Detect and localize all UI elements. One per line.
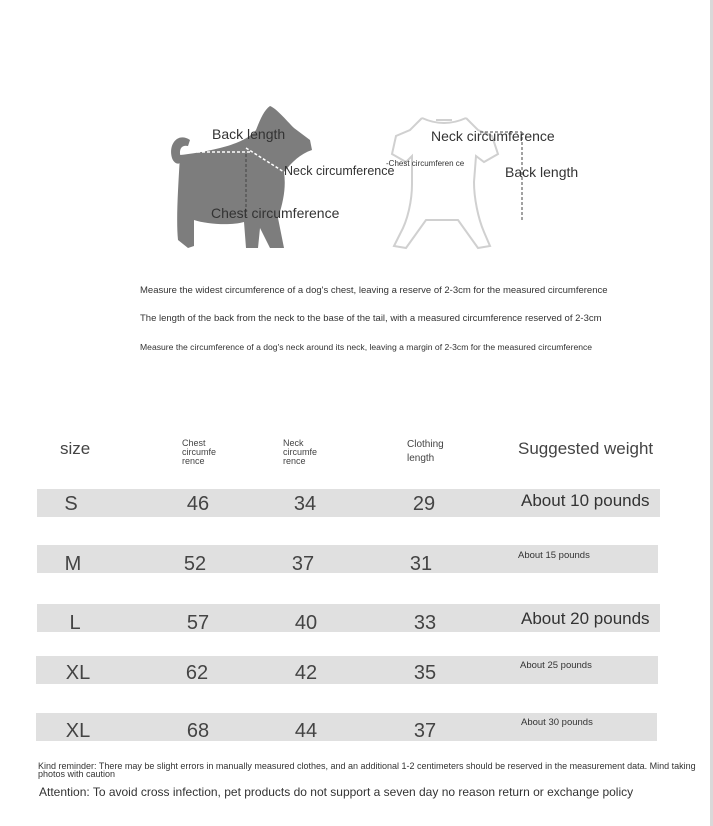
header-size: size bbox=[60, 439, 91, 458]
cell-chest: 52 bbox=[183, 553, 207, 575]
dog-and-garment-illustration bbox=[160, 100, 600, 260]
instruction-chest: Measure the widest circumference of a dog's chest, leaving a reserve of 2-3cm for the measured circumference bbox=[140, 285, 608, 296]
garment-chest-circumference-label: -Chest circumferen ce bbox=[386, 159, 465, 168]
header-suggested-weight: Suggested weight bbox=[518, 439, 654, 458]
table-row bbox=[36, 656, 658, 684]
garment-neck-circumference-label: Neck circumference bbox=[431, 128, 555, 144]
cell-weight: About 15 pounds bbox=[518, 550, 590, 561]
attention-note: Attention: To avoid cross infection, pet products do not support a seven day no reason return or exchange policy bbox=[39, 785, 634, 799]
cell-weight: About 20 pounds bbox=[521, 609, 650, 628]
garment-back-length-label: Back length bbox=[505, 164, 579, 180]
cell-neck: 34 bbox=[293, 493, 317, 515]
cell-chest: 57 bbox=[186, 612, 210, 634]
cell-chest: 68 bbox=[186, 720, 210, 742]
cell-neck: 42 bbox=[294, 662, 318, 684]
instruction-back: The length of the back from the neck to the base of the tail, with a measured circumference reserved of 2-3cm bbox=[140, 313, 602, 324]
dog-neck-circumference-label: Neck circumference bbox=[284, 164, 395, 178]
cell-weight: About 10 pounds bbox=[521, 491, 650, 510]
cell-weight: About 25 pounds bbox=[520, 660, 592, 671]
table-row bbox=[37, 489, 660, 517]
header-chest: Chest circumfe rence bbox=[182, 438, 217, 466]
cell-length: 33 bbox=[413, 612, 437, 634]
dog-chest-circumference-label: Chest circumference bbox=[211, 205, 340, 221]
measurement-diagram bbox=[160, 100, 600, 260]
table-row bbox=[37, 604, 660, 632]
cell-weight: About 30 pounds bbox=[521, 717, 593, 728]
cell-size: XL bbox=[65, 720, 91, 742]
cell-size: XL bbox=[65, 662, 91, 684]
cell-neck: 37 bbox=[291, 553, 315, 575]
cell-size: L bbox=[69, 612, 81, 634]
cell-length: 35 bbox=[413, 662, 437, 684]
kind-reminder-note: Kind reminder: There may be slight errors in manually measured clothes, and an additional 1-2 centimeters should be reserved in the measurement data. Mind taking photos with caution bbox=[38, 761, 696, 779]
cell-size: S bbox=[64, 493, 78, 515]
cell-neck: 40 bbox=[294, 612, 318, 634]
dog-back-length-label: Back length bbox=[212, 126, 286, 142]
instruction-neck: Measure the circumference of a dog's neck around its neck, leaving a margin of 2-3cm for the measured circumference bbox=[140, 342, 593, 352]
table-row bbox=[37, 545, 658, 573]
cell-length: 29 bbox=[412, 493, 436, 515]
table-row bbox=[36, 713, 657, 741]
cell-length: 31 bbox=[409, 553, 433, 575]
header-clothing-length: Clothing length bbox=[407, 439, 444, 464]
cell-chest: 46 bbox=[186, 493, 210, 515]
cell-chest: 62 bbox=[185, 662, 209, 684]
cell-neck: 44 bbox=[294, 720, 318, 742]
cell-length: 37 bbox=[413, 720, 437, 742]
cell-size: M bbox=[64, 553, 82, 575]
header-neck: Neck circumfe rence bbox=[283, 438, 318, 466]
